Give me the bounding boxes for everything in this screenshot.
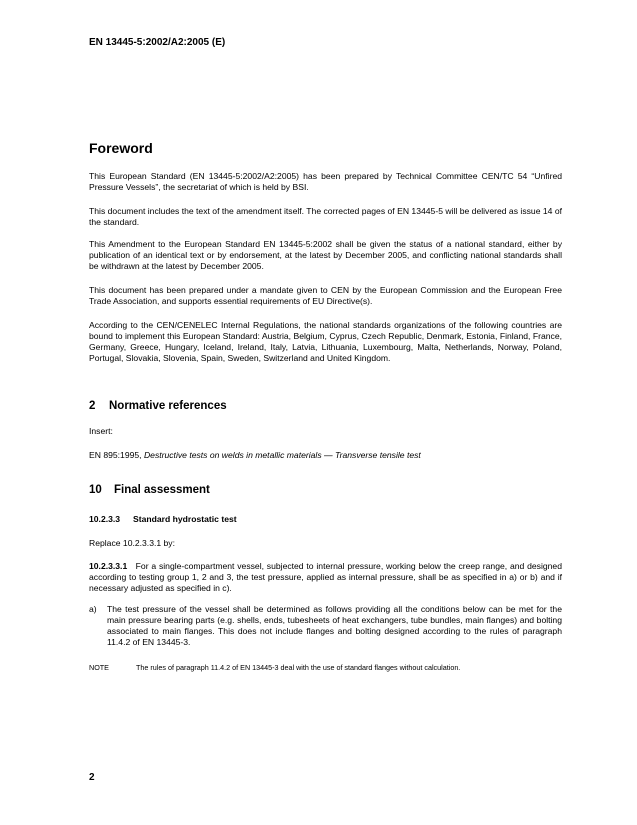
insert-label: Insert:: [89, 426, 113, 436]
section-number: 2: [89, 400, 96, 412]
paragraph-text: According to the CEN/CENELEC Internal Regulations, the national standards organizations of the following countries are bound to implement this European Standard: Austria, Belgium, Cyprus, Czech Republic, Denmark, Estonia, Finland, France, Germany, Greece, Hungary, Iceland, Ireland, Italy, Latvia, Lithuania, Luxembourg, Malta, Netherlands, Norway, Poland, Portugal, Slovakia, Slovenia, Spain, Sweden, Switzerland and United Kingdom.: [89, 320, 562, 363]
section-number: 10: [89, 484, 102, 496]
paragraph-text: This European Standard (EN 13445-5:2002/A2:2005) has been prepared by Technical Committee CEN/TC 54 “Unfired Pressure Vessels”, the secretariat of which is held by BSI.: [89, 171, 562, 192]
foreword-paragraph-2: [89, 206, 562, 228]
list-item-text: The test pressure of the vessel shall be determined as follows providing all the conditions below can be met for the main pressure bearing parts (e.g. shells, ends, tubesheets of heat exchangers, tube bundles, main flanges) and bolting associated to main flanges. This does not include flanges and bolting designed according to the rules of paragraph 11.4.2 of EN 13445-3.: [107, 604, 562, 647]
subsection-heading: [89, 514, 237, 524]
clause-paragraph: [89, 561, 562, 594]
page-number: 2: [89, 772, 95, 783]
subsection-number: 10.2.3.3: [89, 514, 121, 524]
clause-number: 10.2.3.3.1: [89, 561, 128, 571]
list-item-a: [89, 604, 562, 648]
note: [89, 663, 460, 672]
foreword-paragraph-4: [89, 285, 562, 307]
clause-text: For a single-compartment vessel, subjected to internal pressure, working below the creep range, and designed according to testing group 1, 2 and 3, the test pressure, applied as internal pressure, shall be as specified in a) or b) and if necessary adjusted as specified in c).: [89, 561, 562, 593]
section-title: Normative references: [109, 400, 227, 412]
foreword-paragraph-1: [89, 171, 562, 193]
note-label: NOTE: [89, 663, 109, 672]
paragraph-text: This Amendment to the European Standard EN 13445-5:2002 shall be given the status of a national standard, either by publication of an identical text or by endorsement, at the latest by December 2005, and conflicting national standards shall be withdrawn at the latest by December 2005.: [89, 239, 562, 271]
normative-references-heading: [89, 400, 227, 412]
section-title: Final assessment: [114, 484, 210, 496]
foreword-paragraph-3: [89, 239, 562, 272]
subsection-title: Standard hydrostatic test: [133, 514, 237, 524]
foreword-heading: Foreword: [89, 140, 153, 156]
reference-code: EN 895:1995,: [89, 450, 142, 460]
foreword-paragraph-5: [89, 320, 562, 364]
reference-title: Destructive tests on welds in metallic materials — Transverse tensile test: [143, 450, 421, 460]
final-assessment-heading: [89, 484, 210, 496]
paragraph-text: This document has been prepared under a mandate given to CEN by the European Commission and the European Free Trade Association, and supports essential requirements of EU Directive(s).: [89, 285, 562, 306]
document-id-header: EN 13445-5:2002/A2:2005 (E): [89, 37, 226, 48]
note-text: The rules of paragraph 11.4.2 of EN 13445-3 deal with the use of standard flanges without calculation.: [136, 663, 461, 672]
list-item-label: a): [89, 604, 97, 614]
replace-instruction: Replace 10.2.3.3.1 by:: [89, 538, 175, 548]
paragraph-text: This document includes the text of the amendment itself. The corrected pages of EN 13445-5 will be delivered as issue 14 of the standard.: [89, 206, 562, 227]
normative-reference-entry: [89, 450, 421, 461]
